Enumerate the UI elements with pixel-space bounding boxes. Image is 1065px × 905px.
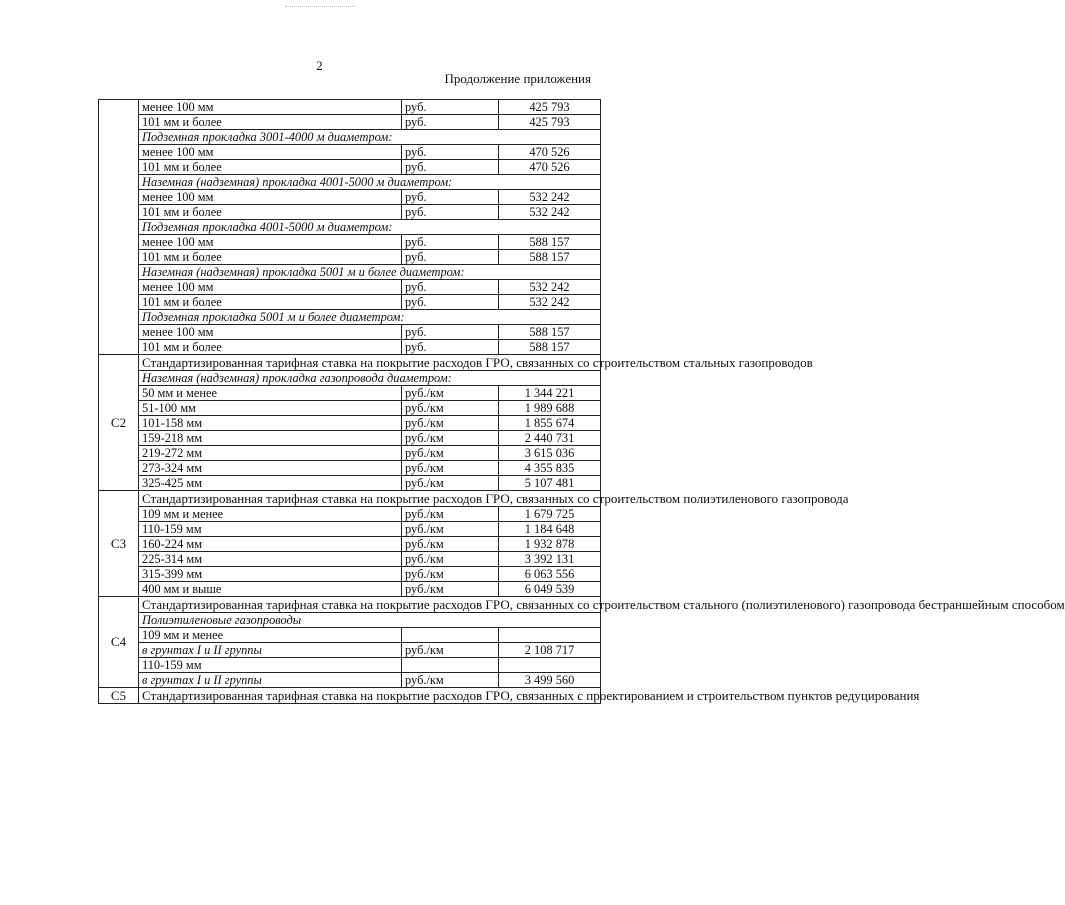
table-row xyxy=(99,340,601,355)
row-unit: руб./км xyxy=(402,673,499,688)
row-label: 101 мм и более xyxy=(139,160,402,175)
row-label: 160-224 мм xyxy=(139,537,402,552)
section-description: Стандартизированная тарифная ставка на покрытие расходов ГРО, связанных со строительством полиэтиленового газопровода xyxy=(139,491,601,507)
continuation-label: Продолжение приложения xyxy=(444,71,591,86)
table-row xyxy=(99,552,601,567)
page-number: 2 xyxy=(316,58,323,73)
row-unit: руб./км xyxy=(402,507,499,522)
row-unit: руб./км xyxy=(402,401,499,416)
row-value: 1 679 725 xyxy=(499,507,601,522)
table-row xyxy=(99,325,601,340)
row-unit: руб./км xyxy=(402,461,499,476)
row-value: 532 242 xyxy=(499,295,601,310)
row-unit: руб. xyxy=(402,295,499,310)
row-unit: руб./км xyxy=(402,582,499,597)
table-row xyxy=(99,371,601,386)
row-value: 532 242 xyxy=(499,205,601,220)
table-row xyxy=(99,355,601,371)
row-label: 225-314 мм xyxy=(139,552,402,567)
row-label: менее 100 мм xyxy=(139,100,402,115)
table-row xyxy=(99,265,601,280)
row-unit: руб. xyxy=(402,250,499,265)
table-row xyxy=(99,476,601,491)
row-label: 101-158 мм xyxy=(139,416,402,431)
table-row xyxy=(99,175,601,190)
row-unit: руб./км xyxy=(402,552,499,567)
row-value: 588 157 xyxy=(499,325,601,340)
section-subheader: Наземная (надземная) прокладка газопровода диаметром: xyxy=(139,371,601,386)
row-unit: руб. xyxy=(402,115,499,130)
table-row xyxy=(99,613,601,628)
row-value: 4 355 835 xyxy=(499,461,601,476)
row-label: менее 100 мм xyxy=(139,235,402,250)
table-row xyxy=(99,310,601,325)
section-subheader: Полиэтиленовые газопроводы xyxy=(139,613,601,628)
row-unit xyxy=(402,658,499,673)
table-row xyxy=(99,507,601,522)
row-value: 2 108 717 xyxy=(499,643,601,658)
row-value xyxy=(499,658,601,673)
row-value: 1 989 688 xyxy=(499,401,601,416)
section-header: Подземная прокладка 3001-4000 м диаметром: xyxy=(139,130,601,145)
row-value xyxy=(499,628,601,643)
row-value: 3 615 036 xyxy=(499,446,601,461)
table-row xyxy=(99,295,601,310)
table-row xyxy=(99,220,601,235)
row-label: 101 мм и более xyxy=(139,205,402,220)
table-row xyxy=(99,401,601,416)
row-value: 470 526 xyxy=(499,160,601,175)
row-value: 1 344 221 xyxy=(499,386,601,401)
row-unit: руб./км xyxy=(402,431,499,446)
table-row xyxy=(99,250,601,265)
row-unit: руб. xyxy=(402,205,499,220)
row-label: менее 100 мм xyxy=(139,145,402,160)
row-value: 3 499 560 xyxy=(499,673,601,688)
tariff-table xyxy=(98,99,1065,704)
table-row xyxy=(99,628,601,643)
table-row xyxy=(99,461,601,476)
table-row xyxy=(99,688,601,704)
row-value: 588 157 xyxy=(499,250,601,265)
row-label: 110-159 мм xyxy=(139,522,402,537)
section-code: С4 xyxy=(99,597,139,688)
row-unit: руб./км xyxy=(402,446,499,461)
row-value: 1 184 648 xyxy=(499,522,601,537)
row-unit: руб. xyxy=(402,340,499,355)
row-value: 2 440 731 xyxy=(499,431,601,446)
section-header: Подземная прокладка 5001 м и более диаметром: xyxy=(139,310,601,325)
table-row xyxy=(99,491,601,507)
row-unit: руб./км xyxy=(402,476,499,491)
row-label: менее 100 мм xyxy=(139,325,402,340)
section-description: Стандартизированная тарифная ставка на покрытие расходов ГРО, связанных с проектированием и строительством пунктов редуцирования xyxy=(139,688,601,704)
row-label: 110-159 мм xyxy=(139,658,402,673)
row-value: 532 242 xyxy=(499,280,601,295)
row-unit: руб. xyxy=(402,235,499,250)
table-row xyxy=(99,386,601,401)
row-unit: руб./км xyxy=(402,386,499,401)
table-row xyxy=(99,537,601,552)
section-description: Стандартизированная тарифная ставка на покрытие расходов ГРО, связанных со строительством стального (полиэтиленового) газопровода бестраншейным способом xyxy=(139,597,601,613)
table-row xyxy=(99,673,601,688)
row-unit: руб./км xyxy=(402,567,499,582)
table-row xyxy=(99,658,601,673)
table-row xyxy=(99,100,601,115)
table-row xyxy=(99,190,601,205)
row-unit: руб./км xyxy=(402,522,499,537)
row-unit xyxy=(402,628,499,643)
section-code: С2 xyxy=(99,355,139,491)
row-label: 219-272 мм xyxy=(139,446,402,461)
row-label: 400 мм и выше xyxy=(139,582,402,597)
row-unit: руб. xyxy=(402,100,499,115)
row-label: в грунтах I и II группы xyxy=(139,643,402,658)
row-unit: руб./км xyxy=(402,416,499,431)
row-value: 470 526 xyxy=(499,145,601,160)
row-value: 588 157 xyxy=(499,340,601,355)
row-label: менее 100 мм xyxy=(139,190,402,205)
row-label: 109 мм и менее xyxy=(139,628,402,643)
row-label: 325-425 мм xyxy=(139,476,402,491)
section-description: Стандартизированная тарифная ставка на покрытие расходов ГРО, связанных со строительством стальных газопроводов xyxy=(139,355,601,371)
row-label: 50 мм и менее xyxy=(139,386,402,401)
row-label: 101 мм и более xyxy=(139,115,402,130)
row-label: 273-324 мм xyxy=(139,461,402,476)
table-row xyxy=(99,597,601,613)
table-row xyxy=(99,115,601,130)
row-value: 588 157 xyxy=(499,235,601,250)
table-row xyxy=(99,160,601,175)
table-row xyxy=(99,522,601,537)
row-value: 425 793 xyxy=(499,100,601,115)
row-value: 3 392 131 xyxy=(499,552,601,567)
row-unit: руб. xyxy=(402,145,499,160)
table-row xyxy=(99,582,601,597)
row-value: 1 932 878 xyxy=(499,537,601,552)
table-row xyxy=(99,431,601,446)
table-row xyxy=(99,280,601,295)
table-row xyxy=(99,567,601,582)
section-code: С5 xyxy=(99,688,139,704)
row-value: 5 107 481 xyxy=(499,476,601,491)
row-value: 6 063 556 xyxy=(499,567,601,582)
table-row xyxy=(99,446,601,461)
scan-mark xyxy=(285,6,355,9)
row-value: 532 242 xyxy=(499,190,601,205)
table-row xyxy=(99,235,601,250)
table-row xyxy=(99,416,601,431)
row-value: 1 855 674 xyxy=(499,416,601,431)
row-unit: руб./км xyxy=(402,537,499,552)
table-row xyxy=(99,205,601,220)
row-unit: руб. xyxy=(402,280,499,295)
row-label: в грунтах I и II группы xyxy=(139,673,402,688)
row-label: 101 мм и более xyxy=(139,340,402,355)
section-header: Наземная (надземная) прокладка 5001 м и более диаметром: xyxy=(139,265,601,280)
table-row xyxy=(99,130,601,145)
row-label: 109 мм и менее xyxy=(139,507,402,522)
row-label: 315-399 мм xyxy=(139,567,402,582)
row-unit: руб. xyxy=(402,325,499,340)
row-label: 101 мм и более xyxy=(139,250,402,265)
row-label: 101 мм и более xyxy=(139,295,402,310)
row-value: 6 049 539 xyxy=(499,582,601,597)
row-value: 425 793 xyxy=(499,115,601,130)
row-unit: руб. xyxy=(402,160,499,175)
row-label: 51-100 мм xyxy=(139,401,402,416)
table-row xyxy=(99,145,601,160)
section-header: Наземная (надземная) прокладка 4001-5000 м диаметром: xyxy=(139,175,601,190)
section-code: С3 xyxy=(99,491,139,597)
section-header: Подземная прокладка 4001-5000 м диаметром: xyxy=(139,220,601,235)
table-row xyxy=(99,643,601,658)
row-unit: руб./км xyxy=(402,643,499,658)
row-label: менее 100 мм xyxy=(139,280,402,295)
code-cell-empty xyxy=(99,100,139,355)
row-unit: руб. xyxy=(402,190,499,205)
row-label: 159-218 мм xyxy=(139,431,402,446)
